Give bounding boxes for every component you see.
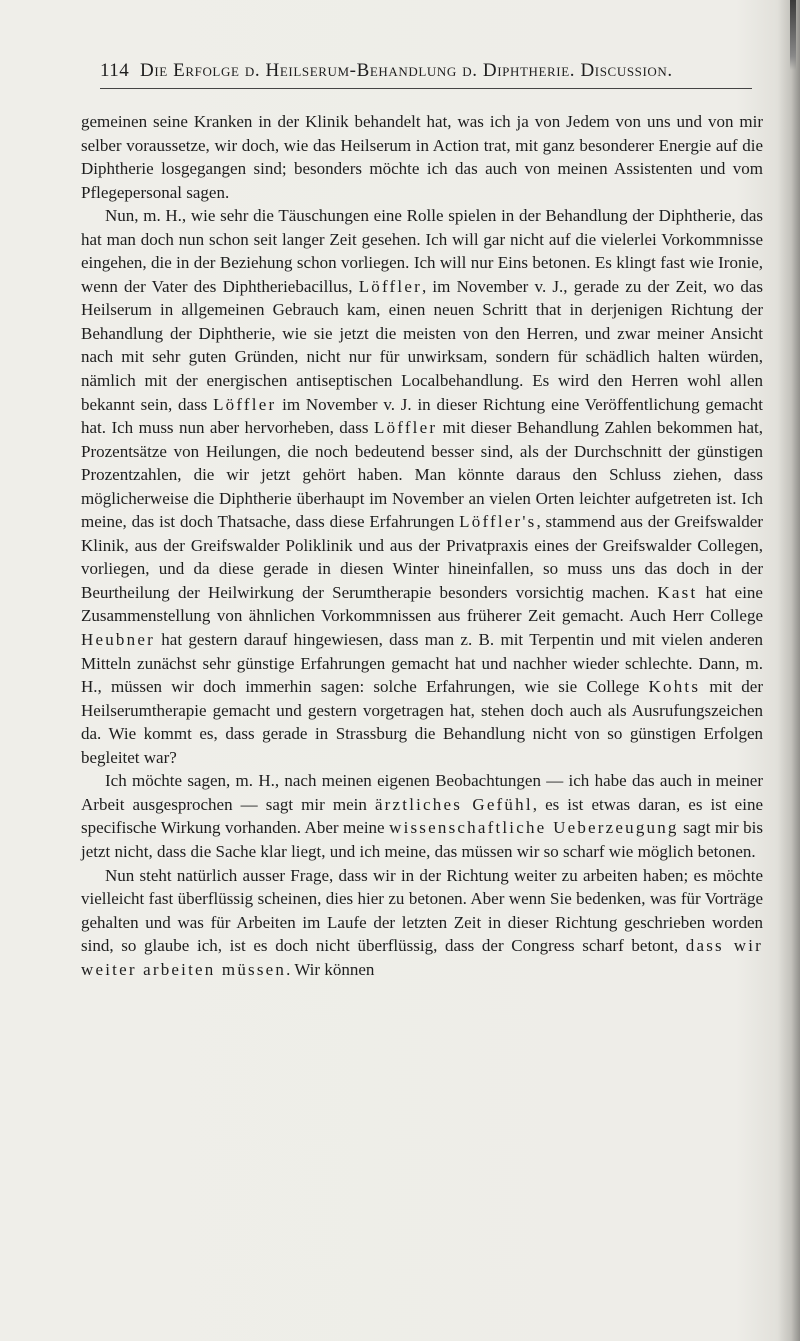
running-header — [100, 60, 750, 88]
emphasized-phrase: ärztliches Gefühl — [374, 794, 533, 814]
person-name: Löffler — [373, 418, 438, 438]
paragraph-1: gemeinen seine Kranken in der Klinik behandelt hat, was ich ja von Jedem von uns und von mir selber voraussetze, wir doch, wie das Heilserum in Action trat, mit ganz besonderer Energie auf die Diphtherie losgegangen sind; besonders möchte ich das auch von meinen Assistenten und vom Pflegepersonal sagen. — [81, 112, 763, 202]
emphasized-phrase: wissenschaftliche Ueberzeugung — [389, 818, 679, 838]
person-name: Löffler — [358, 276, 422, 296]
person-name: Löffler — [213, 394, 277, 414]
header-rule — [100, 88, 752, 89]
page-edge-shadow — [778, 0, 800, 1341]
page-body-text — [81, 110, 763, 981]
page-number: 114 — [100, 60, 130, 81]
emphasized-phrase: dass wir weiter arbeiten müssen — [81, 936, 763, 979]
paragraph-2: Nun, m. H., wie sehr die Täuschungen eine Rolle spielen in der Behandlung der Diphtherie, das hat man doch nun schon seit langer Zeit gesehen. Ich will gar nicht auf die vielerlei Vorkommnisse eingehen, die in der Beziehung schon vorliegen. Ich will nur Eins betonen. Es klingt fast wie Ironie, wenn der Vater des Diphtheriebacillus, Löffler, im November v. J., gerade zu der Zeit, wo das Heilserum in allgemeinen Gebrauch kam, einen neuen Schritt that in derjenigen Richtung der Behandlung der Diphtherie, wie sie jetzt die meisten von den Herren, und zwar meiner Ansicht nach mit sehr guten Gründen, nicht nur für unwirksam, sondern für schädlich halten würden, nämlich mit der energischen antiseptischen Localbehandlung. Es wird den Herren wohl allen bekannt sein, dass Löffler im November v. J. in dieser Richtung eine Veröffentlichung gemacht hat. Ich muss nun aber hervorheben, dass Löffler mit dieser Behandlung Zahlen bekommen hat, Prozentsätze von Heilungen, die noch bedeutend besser sind, als der Durchschnitt der günstigen Prozentzahlen, die wir jetzt gehört haben. Man könnte daraus den Schluss ziehen, dass möglicherweise die Diphtherie überhaupt im November an vielen Orten leichter aufgetreten ist. Ich meine, das ist doch Thatsache, dass diese Erfahrungen Löffler's, stammend aus der Greifswalder Klinik, aus der Greifswalder Poliklinik und aus der Privatpraxis eines der Greifswalder Collegen, vorliegen, und da diese gerade in diesen Winter hineinfallen, so muss uns das doch in der Beurtheilung der Heilwirkung der Serumtherapie besonders vorsichtig machen. Kast hat eine Zusammenstellung von ähnlichen Vorkommnissen aus früherer Zeit gemacht. Auch Herr College Heubner hat gestern darauf hingewiesen, dass man z. B. mit Terpentin und mit vielen anderen Mitteln zunächst sehr günstige Erfahrungen gemacht hat und nachher wieder schlechte. Dann, m. H., müssen wir doch immerhin sagen: solche Erfahrungen, wie sie College Kohts mit der Heilserumtherapie gemacht und gestern vorgetragen hat, stehen doch auch als Ausrufungszeichen da. Wie kommt es, dass gerade in Strassburg die Behandlung nicht von so günstigen Erfolgen begleitet war? — [81, 206, 764, 767]
binding-edge-mark — [790, 0, 796, 70]
paragraph-3: Ich möchte sagen, m. H., nach meinen eigenen Beobachtungen — ich habe das auch in meiner Arbeit ausgesprochen — sagt mir mein ärztliches Gefühl, es ist etwas daran, es ist eine specifische Wirkung vorhanden. Aber meine wissenschaftliche Ueberzeugung sagt mir bis jetzt nicht, dass die Sache klar liegt, und ich meine, das müssen wir so scharf wie möglich betonen. — [81, 771, 763, 861]
paragraph-4: Nun steht natürlich ausser Frage, dass wir in der Richtung weiter zu arbeiten haben; es möchte vielleicht fast überflüssig scheinen, dies hier zu betonen. Aber wenn Sie bedenken, was für Vorträge gehalten und was für Arbeiten im Laufe der letzten Zeit in dieser Richtung geschrieben worden sind, so glaube ich, ist es doch nicht überflüssig, dass der Congress scharf betont, dass wir weiter arbeiten müssen. Wir können — [81, 865, 763, 979]
running-title: Die Erfolge d. Heilserum-Behandlung d. Diphtherie. Discussion. — [140, 60, 673, 81]
person-name: Kast — [657, 582, 698, 602]
person-name: Heubner — [81, 630, 155, 650]
person-name: Kohts — [648, 677, 701, 697]
person-name: Löffler's — [459, 512, 537, 532]
